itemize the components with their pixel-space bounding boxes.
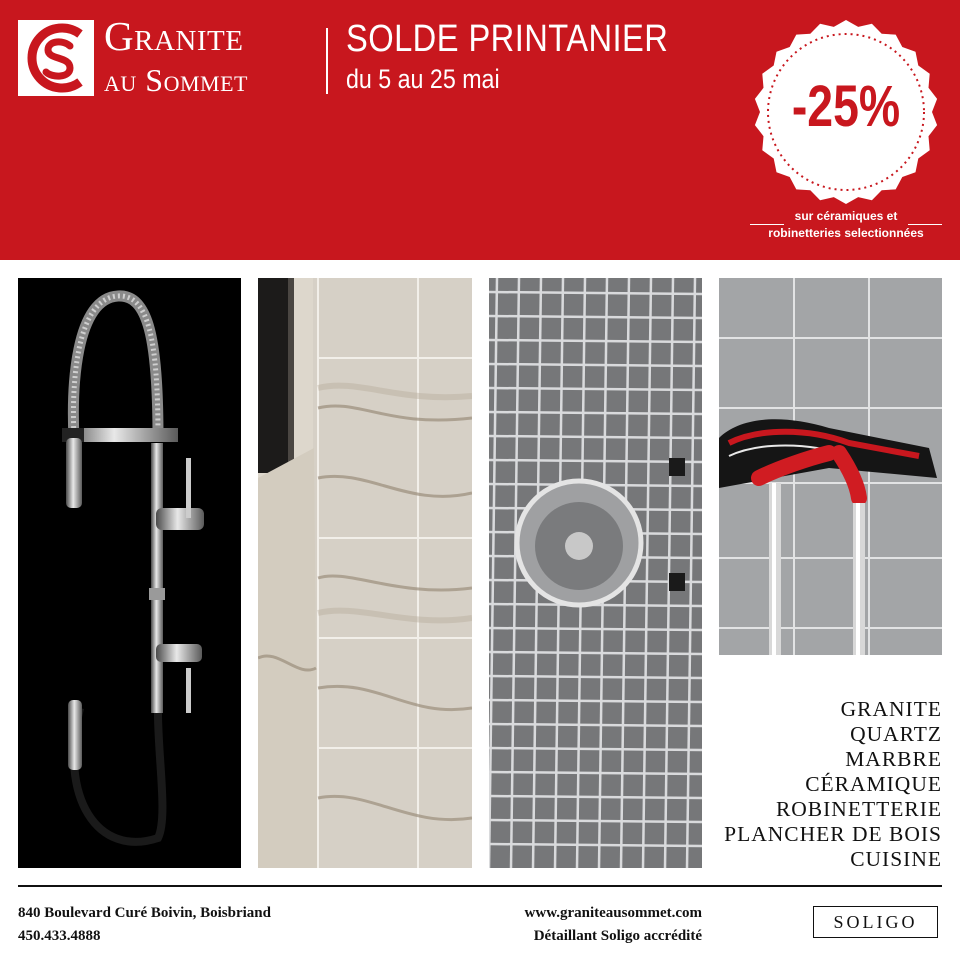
marble-tile-photo	[258, 278, 472, 868]
discount-value: -25%	[791, 74, 901, 139]
dealer-note: Détaillant Soligo accrédité	[533, 928, 702, 944]
category-robinetterie: ROBINETTERIE	[775, 797, 942, 821]
store-contact	[18, 902, 271, 948]
header-banner	[0, 0, 960, 260]
kitchen-faucet-photo	[18, 278, 241, 868]
category-ceramique: CÉRAMIQUE	[805, 772, 942, 796]
red-faucet-tiles-photo	[719, 278, 942, 655]
sale-dates: du 5 au 25 mai	[346, 64, 500, 94]
website-link[interactable]: www.graniteausommet.com	[524, 905, 702, 921]
gs-monogram-icon	[18, 20, 94, 96]
brand-name	[104, 13, 248, 98]
category-marbre: MARBRE	[845, 747, 942, 771]
category-quartz: QUARTZ	[850, 722, 942, 746]
footer-divider	[18, 885, 942, 887]
soligo-logo: SOLIGO	[813, 906, 938, 938]
category-plancher-de-bois: PLANCHER DE BOIS	[724, 822, 942, 846]
product-categories	[724, 697, 942, 872]
store-phone: 450.433.4888	[18, 928, 101, 944]
category-cuisine: CUISINE	[850, 847, 942, 871]
brand-line-2: au Sommet	[104, 62, 248, 98]
brand-line-1: Granite	[104, 13, 244, 59]
header-divider	[326, 28, 328, 94]
store-web	[525, 902, 702, 948]
discount-note-line-2: robinetteries selectionnées	[768, 226, 924, 240]
discount-note	[748, 208, 944, 242]
sink-grid-photo	[489, 278, 702, 868]
store-address: 840 Boulevard Curé Boivin, Boisbriand	[18, 905, 271, 921]
category-granite: GRANITE	[840, 697, 942, 721]
discount-note-line-1: sur céramiques et	[794, 209, 898, 223]
sale-title: SOLDE PRINTANIER	[346, 18, 669, 60]
